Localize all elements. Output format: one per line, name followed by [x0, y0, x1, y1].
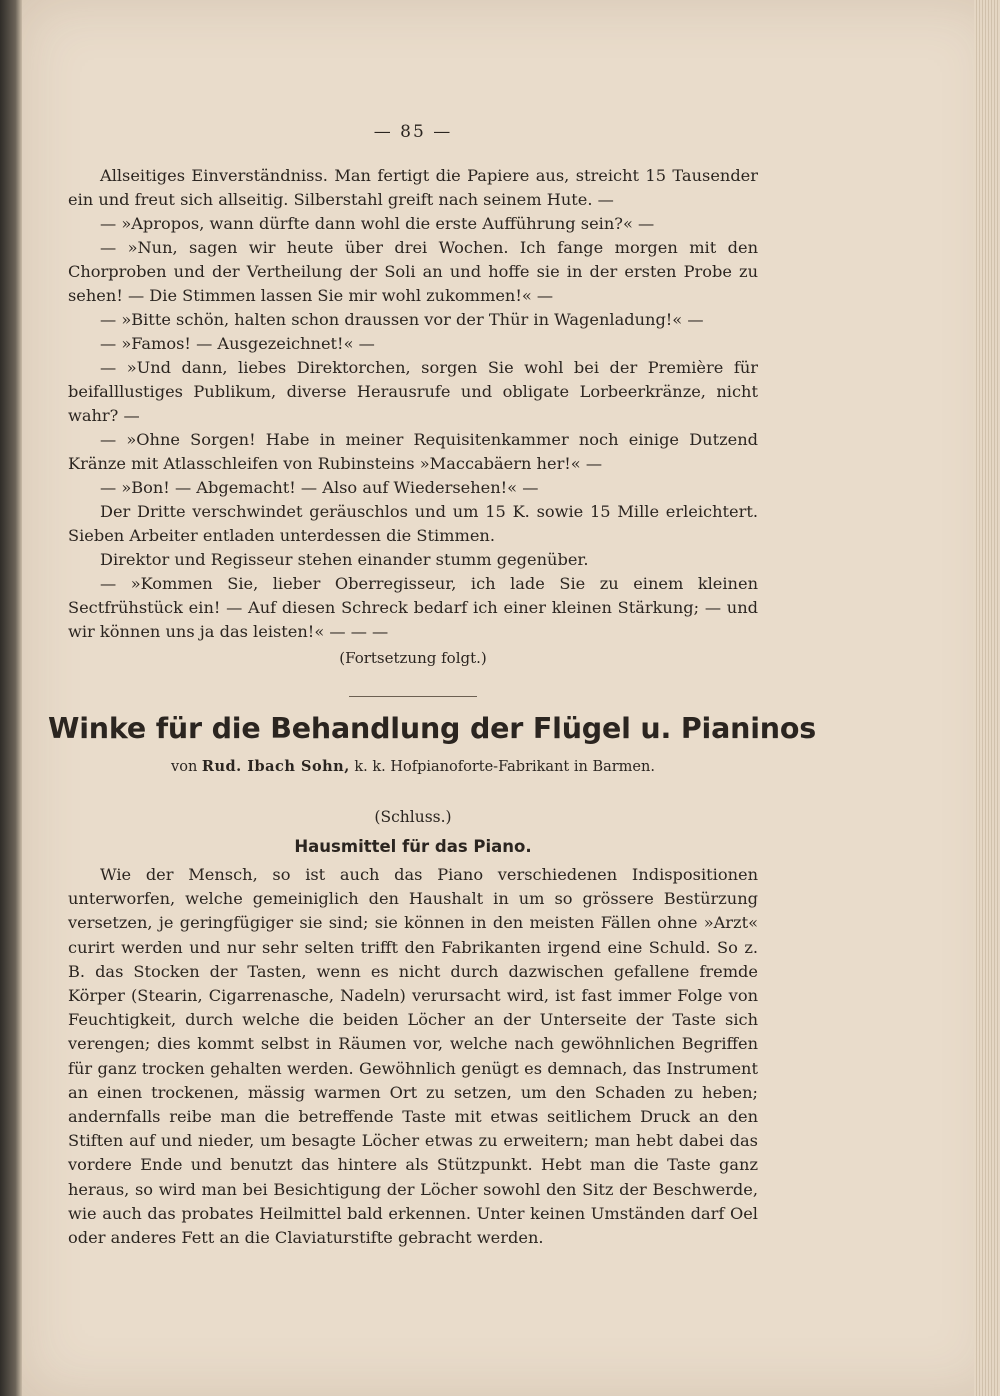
article-byline: [68, 755, 758, 779]
story-continuation: [68, 164, 758, 670]
article-title: Winke für die Behandlung der Flügel u. Pianinos: [48, 712, 817, 745]
page-stack-edge: [974, 0, 1000, 1396]
story-paragraph: — »Ohne Sorgen! Habe in meiner Requisitenkammer noch einige Dutzend Kränze mit Atlasschleifen von Rubinsteins »Maccabäern her!« —: [68, 430, 758, 473]
conclusion-note: (Schluss.): [374, 808, 452, 826]
story-paragraph: — »Famos! — Ausgezeichnet!« —: [100, 334, 375, 353]
byline-author: Rud. Ibach Sohn,: [201, 758, 350, 775]
story-paragraph: Direktor und Regisseur stehen einander stumm gegenüber.: [100, 550, 589, 569]
story-paragraph: — »Bitte schön, halten schon draussen vor der Thür in Wagenladung!« —: [100, 310, 704, 329]
story-paragraph: — »Bon! — Abgemacht! — Also auf Wiedersehen!« —: [100, 478, 539, 497]
page-number: — 85 —: [373, 122, 453, 142]
story-paragraph: — »Nun, sagen wir heute über drei Wochen. Ich fange morgen mit den Chorproben und der Vertheilung der Soli an und hoffe sie in der ersten Probe zu sehen! — Die Stimmen lassen Sie mir wohl zukommen!« —: [68, 238, 758, 305]
section-divider: [349, 696, 477, 697]
continuation-note: (Fortsetzung folgt.): [339, 649, 487, 667]
byline-suffix: k. k. Hofpianoforte-Fabrikant in Barmen.: [354, 759, 655, 775]
book-binding-edge: [0, 0, 22, 1396]
article-subheading: Hausmittel für das Piano.: [294, 837, 532, 856]
page-content: [48, 120, 817, 1250]
story-paragraph: — »Apropos, wann dürfte dann wohl die erste Aufführung sein?« —: [100, 214, 655, 233]
article-body: [68, 863, 758, 1250]
byline-prefix: von: [171, 759, 198, 775]
story-paragraph: — »Kommen Sie, lieber Oberregisseur, ich lade Sie zu einem kleinen Sectfrühstück ein! — Auf diesen Schreck bedarf ich einer kleinen Stärkung; — und wir können uns ja das leisten!« — — —: [68, 574, 758, 641]
story-paragraph: Der Dritte verschwindet geräuschlos und um 15 K. sowie 15 Mille erleichtert. Sieben Arbeiter entladen unterdessen die Stimmen.: [68, 502, 758, 545]
story-paragraph: Allseitiges Einverständniss. Man fertigt die Papiere aus, streicht 15 Tausender ein und freut sich allseitig. Silberstahl greift nach seinem Hute. —: [68, 166, 758, 209]
article-paragraph: Wie der Mensch, so ist auch das Piano verschiedenen Indispositionen unterworfen, welche gemeiniglich den Haushalt in um so grössere Bestürzung versetzen, je geringfügiger sie sind; sie können in den meisten Fällen ohne »Arzt« curirt werden und nur sehr selten trifft den Fabrikanten irgend eine Schuld. So z. B. das Stocken der Tasten, wenn es nicht durch dazwischen gefallene fremde Körper (Stearin, Cigarrenasche, Nadeln) verursacht wird, ist fast immer Folge von Feuchtigkeit, durch welche die beiden Löcher an der Unterseite der Taste sich verengen; dies kommt selbst in Räumen vor, welche nach gewöhnlichen Begriffen für ganz trocken gehalten werden. Gewöhnlich genügt es demnach, das Instrument an einen trockenen, mässig warmen Ort zu setzen, um den Schaden zu heben; andernfalls reibe man die betreffende Taste mit etwas seitlichem Druck an den Stiften auf und nieder, um besagte Löcher etwas zu erweitern; man hebt dabei das vordere Ende und benutzt das hintere als Stützpunkt. Hebt man die Taste ganz heraus, so wird man bei Besichtigung der Löcher sowohl den Sitz der Beschwerde, wie auch das probates Heilmittel bald erkennen. Unter keinen Umständen darf Oel oder anderes Fett an die Claviaturstifte gebracht werden.: [68, 865, 758, 1248]
story-paragraph: — »Und dann, liebes Direktorchen, sorgen Sie wohl bei der Première für beifalllustiges Publikum, diverse Herausrufe und obligate Lorbeerkränze, nicht wahr? —: [68, 358, 758, 425]
